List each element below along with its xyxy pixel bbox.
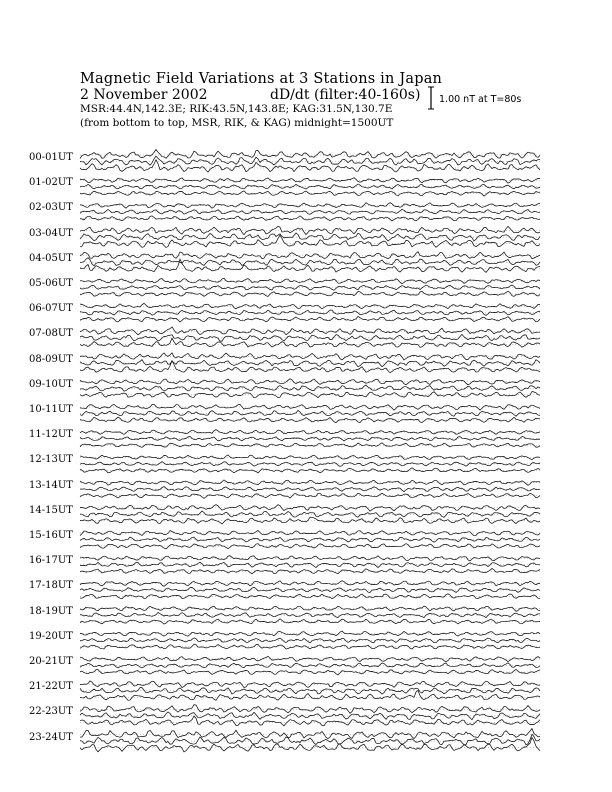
hour-label: 23-24UT [29, 731, 73, 743]
trace-kag [80, 327, 540, 335]
trace-kag [80, 353, 540, 360]
chart-date: 2 November 2002 [80, 87, 208, 103]
scale-bar-label: 1.00 nT at T=80s [439, 94, 522, 105]
hour-label: 11-12UT [29, 429, 73, 441]
hour-label: 08-09UT [29, 353, 73, 365]
trace-msr [80, 392, 540, 398]
hour-label: 00-01UT [29, 152, 73, 163]
chart-title: Magnetic Field Variations at 3 Stations in Japan [80, 71, 443, 87]
station-coordinates: MSR:44.4N,142.3E; RIK:43.5N,143.8E; KAG:31.5N,130.7E [80, 103, 393, 115]
trace-kag [80, 581, 540, 587]
hour-label: 02-03UT [29, 202, 73, 214]
trace-msr [80, 716, 540, 726]
hour-label: 12-13UT [29, 454, 73, 466]
trace-msr [80, 191, 540, 196]
trace-msr [80, 644, 540, 649]
trace-rik [80, 385, 540, 391]
hour-label: 15-16UT [29, 530, 73, 541]
hour-label: 18-19UT [29, 605, 73, 617]
trace-msr [80, 361, 540, 373]
hour-label: 03-04UT [29, 227, 73, 239]
stack-order-note: (from bottom to top, MSR, RIK, & KAG) midnight=1500UT [80, 117, 394, 129]
trace-rik [80, 209, 540, 214]
quantity-filter: dD/dt (filter:40-160s) [270, 87, 421, 103]
hour-label: 19-20UT [29, 630, 73, 642]
hour-label: 17-18UT [29, 580, 73, 592]
hour-label: 16-17UT [29, 555, 73, 567]
trace-rik [80, 462, 540, 467]
trace-kag [80, 150, 540, 159]
trace-rik [80, 587, 540, 592]
hour-label: 06-07UT [29, 303, 73, 315]
hour-label: 09-10UT [29, 378, 73, 390]
trace-msr [80, 517, 540, 524]
trace-kag [80, 455, 540, 460]
trace-rik [80, 258, 540, 266]
trace-rik [80, 156, 540, 165]
trace-kag [80, 729, 540, 739]
hour-label: 20-21UT [29, 656, 73, 667]
trace-rik [80, 734, 540, 745]
hour-label: 05-06UT [29, 278, 73, 289]
trace-msr [80, 544, 540, 549]
hour-label: 01-02UT [29, 177, 73, 189]
hour-label: 13-14UT [29, 479, 73, 491]
hour-label: 21-22UT [29, 681, 73, 693]
hour-label: 10-11UT [29, 404, 73, 415]
trace-kag [80, 705, 540, 714]
hour-label: 07-08UT [29, 328, 73, 340]
trace-msr [80, 737, 540, 752]
trace-msr [80, 338, 540, 347]
trace-rik [80, 712, 540, 720]
hour-label: 14-15UT [29, 504, 73, 516]
trace-rik [80, 285, 540, 290]
hour-label: 22-23UT [29, 706, 73, 718]
hour-label: 04-05UT [29, 252, 73, 264]
trace-kag [80, 252, 540, 259]
